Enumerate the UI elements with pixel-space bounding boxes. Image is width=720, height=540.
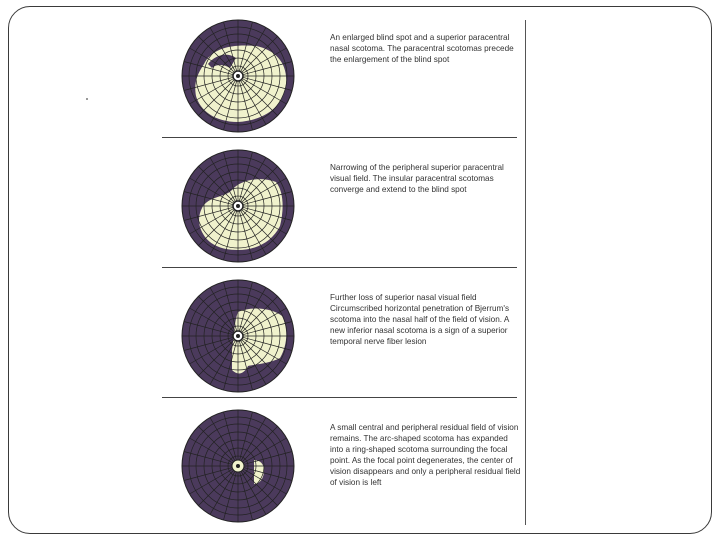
panel-divider-3	[162, 397, 517, 398]
stage-panel-1	[162, 14, 517, 138]
figure-right-border	[525, 20, 526, 525]
visual-field-diagram-2	[172, 148, 308, 264]
stage-caption-1: An enlarged blind spot and a superior paracentral nasal scotoma. The paracentral scotomas precede the enlargement of the blind spot	[330, 33, 514, 64]
panel-divider-2	[162, 267, 517, 268]
stage-panel-3	[162, 274, 517, 398]
stray-mark	[86, 98, 88, 100]
visual-field-diagram-3	[172, 278, 308, 394]
visual-field-diagram-4	[172, 408, 308, 524]
stage-caption-4: A small central and peripheral residual field of vision remains. The arc-shaped scotoma has expanded into a ring-shaped scotoma surrounding the focal point. As the focal point degenerates, the center of vision disappears and only a peripheral residual field of vision is left	[330, 423, 521, 487]
stage-panel-2	[162, 144, 517, 268]
panel-divider-1	[162, 137, 517, 138]
visual-field-figure	[162, 14, 526, 528]
visual-field-diagram-1	[172, 18, 308, 134]
stage-panel-4	[162, 404, 521, 528]
stage-caption-2: Narrowing of the peripheral superior paracentral visual field. The insular paracentral scotomas converge and extend to the blind spot	[330, 163, 504, 194]
stage-caption-3: Further loss of superior nasal visual field Circumscribed horizontal penetration of Bjerrum's scotoma into the nasal half of the field of vision. A new inferior nasal scotoma is a sign of a superior temporal nerve fiber lesion	[330, 293, 510, 346]
